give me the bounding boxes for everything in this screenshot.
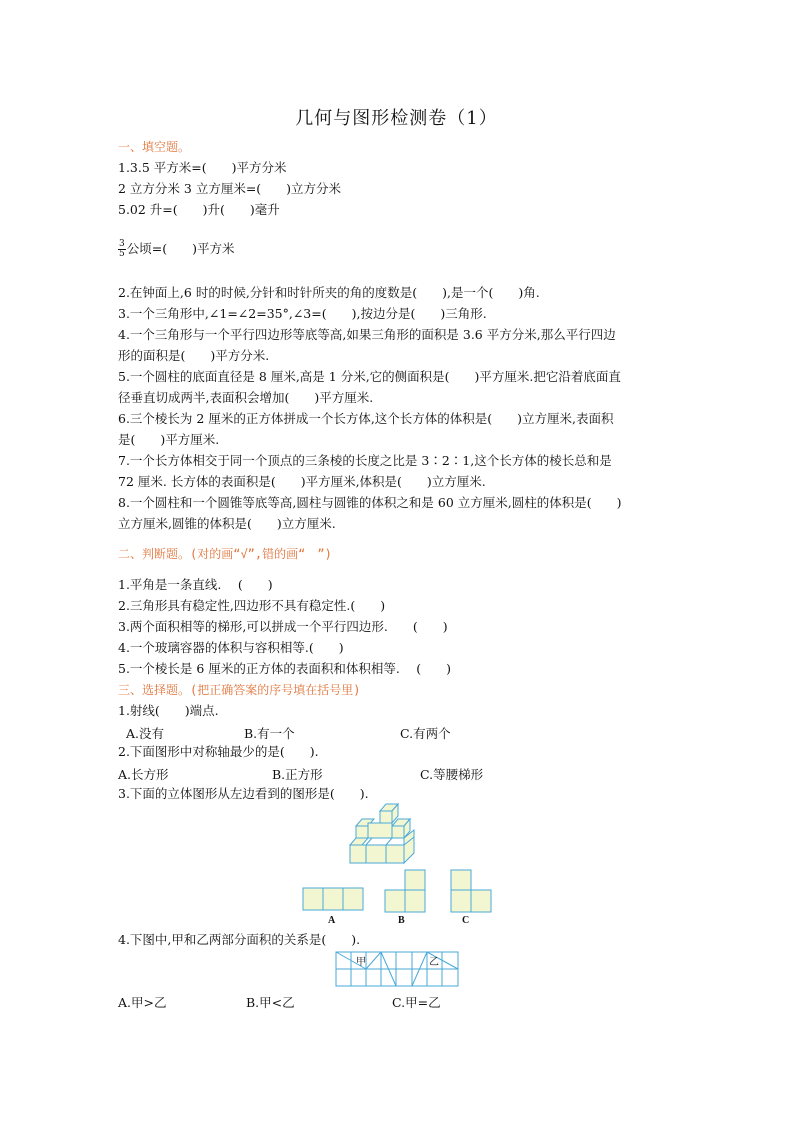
choice-q3: 3.下面的立体图形从左边看到的图形是( ). bbox=[118, 786, 369, 801]
choice-q1-option-a: A.没有 bbox=[126, 726, 165, 741]
view-option-b-figure bbox=[384, 868, 426, 914]
q2: 2.在钟面上,6 时的时候,分针和时针所夹的角的度数是( ),是一个( )角. bbox=[118, 285, 540, 300]
label-a: A bbox=[328, 915, 336, 926]
label-b: B bbox=[398, 915, 405, 926]
area-label-yi: 乙 bbox=[429, 957, 439, 968]
area-comparison-figure bbox=[334, 950, 460, 988]
choice-q4-option-c: C.甲=乙 bbox=[392, 995, 441, 1010]
choice-q2: 2.下面图形中对称轴最少的是( ). bbox=[118, 744, 319, 759]
page-title: 几何与图形检测卷（1） bbox=[295, 108, 498, 129]
area-label-jia: 甲 bbox=[356, 957, 366, 968]
q1-b: 2 立方分米 3 立方厘米=( )立方分米 bbox=[118, 181, 342, 196]
view-option-b-label bbox=[396, 912, 410, 926]
cube-stack-figure bbox=[340, 800, 430, 868]
q1-d bbox=[118, 240, 234, 259]
judge-item-1: 1.平角是一条直线. ( ) bbox=[118, 577, 273, 592]
choice-q1-option-c: C.有两个 bbox=[400, 726, 451, 741]
choice-q2-option-a: A.长方形 bbox=[118, 767, 169, 782]
q5-a: 5.一个圆柱的底面直径是 8 厘米,高是 1 分米,它的侧面积是( )平方厘米.把它沿着底面直 bbox=[118, 369, 621, 384]
judge-item-5: 5.一个棱长是 6 厘米的正方体的表面积和体积相等. ( ) bbox=[118, 661, 452, 676]
q1-d-text: 公顷=( )平方米 bbox=[126, 241, 235, 256]
q5-b: 径垂直切成两半,表面积会增加( )平方厘米. bbox=[118, 390, 374, 405]
q7-a: 7.一个长方体相交于同一个顶点的三条棱的长度之比是 3∶2∶1,这个长方体的棱长总和是 bbox=[118, 453, 612, 468]
section-1-heading: 一、填空题。 bbox=[118, 140, 191, 154]
choice-q4-option-b: B.甲<乙 bbox=[246, 995, 295, 1010]
judge-item-4: 4.一个玻璃容器的体积与容积相等.( ) bbox=[118, 640, 344, 655]
fraction-numerator: 3 bbox=[119, 239, 125, 249]
choice-q2-option-c: C.等腰梯形 bbox=[420, 767, 484, 782]
fraction-denominator: 5 bbox=[119, 249, 125, 259]
choice-q2-option-b: B.正方形 bbox=[272, 767, 323, 782]
q4-a: 4.一个三角形与一个平行四边形等底等高,如果三角形的面积是 3.6 平方分米,那么平行四边 bbox=[118, 327, 616, 342]
fraction bbox=[118, 240, 126, 259]
q1-c: 5.02 升=( )升( )毫升 bbox=[118, 202, 280, 217]
q1-a: 1.3.5 平方米=( )平方分米 bbox=[118, 160, 287, 175]
view-option-a-label bbox=[326, 912, 340, 926]
view-option-c-figure bbox=[450, 868, 492, 914]
q4-b: 形的面积是( )平方分米. bbox=[118, 348, 270, 363]
judge-item-3: 3.两个面积相等的梯形,可以拼成一个平行四边形. ( ) bbox=[118, 619, 448, 634]
q8-b: 立方厘米,圆锥的体积是( )立方厘米. bbox=[118, 516, 336, 531]
q6-a: 6.三个棱长为 2 厘米的正方体拼成一个长方体,这个长方体的体积是( )立方厘米,表面积 bbox=[118, 411, 614, 426]
choice-q1: 1.射线( )端点. bbox=[118, 703, 219, 718]
section-3-heading: 三、选择题。(把正确答案的序号填在括号里) bbox=[118, 683, 361, 697]
choice-q1-option-b: B.有一个 bbox=[244, 726, 295, 741]
view-option-a-figure bbox=[302, 886, 364, 912]
q3: 3.一个三角形中,∠1=∠2=35°,∠3=( ),按边分是( )三角形. bbox=[118, 306, 487, 321]
judge-item-2: 2.三角形具有稳定性,四边形不具有稳定性.( ) bbox=[118, 598, 386, 613]
label-c: C bbox=[462, 915, 470, 926]
q7-b: 72 厘米. 长方体的表面积是( )平方厘米,体积是( )立方厘米. bbox=[118, 474, 486, 489]
view-option-c-label bbox=[460, 912, 474, 926]
q8-a: 8.一个圆柱和一个圆锥等底等高,圆柱与圆锥的体积之和是 60 立方厘米,圆柱的体积是( ) bbox=[118, 495, 622, 510]
choice-q4-option-a: A.甲>乙 bbox=[118, 995, 167, 1010]
choice-q4: 4.下图中,甲和乙两部分面积的关系是( ). bbox=[118, 932, 361, 947]
section-2-heading: 二、判断题。(对的画“√”,错的画“ ”) bbox=[118, 547, 332, 561]
q6-b: 是( )平方厘米. bbox=[118, 432, 220, 447]
